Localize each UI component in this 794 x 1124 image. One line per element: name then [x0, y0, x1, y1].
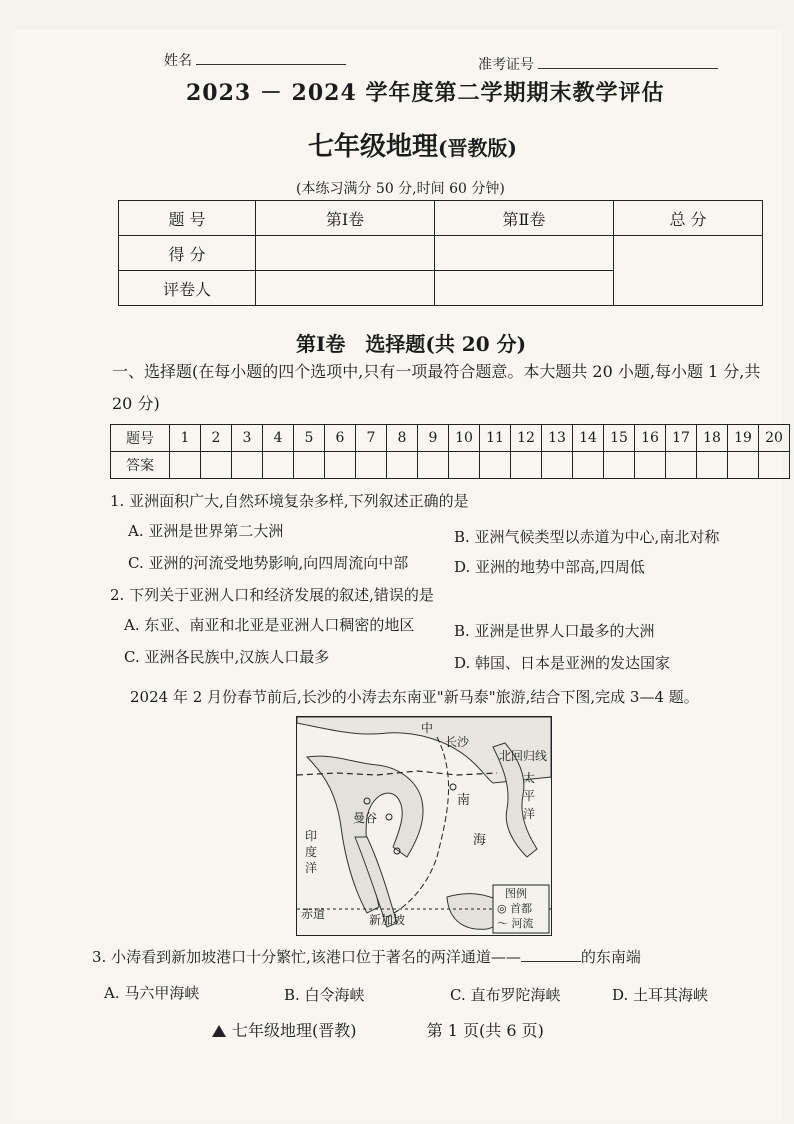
answer-cell[interactable] [542, 452, 573, 479]
answer-grid-number: 8 [387, 425, 418, 452]
grader-cell[interactable] [435, 271, 614, 306]
answer-cell[interactable] [232, 452, 263, 479]
answer-grid-number: 3 [232, 425, 263, 452]
answer-grid-number: 19 [728, 425, 759, 452]
answer-grid-number: 20 [759, 425, 790, 452]
intro-q3-4: 2024 年 2 月份春节前后,长沙的小涛去东南亚"新马泰"旅游,结合下图,完成 3—4 题。 [130, 688, 699, 706]
q1-option-c[interactable]: C. 亚洲的河流受地势影响,向四周流向中部 [128, 554, 409, 572]
map-label-equator: 赤道 [301, 907, 326, 921]
map-label-china: 中 [421, 721, 434, 735]
exam-id-blank[interactable] [538, 56, 718, 69]
answer-grid [110, 424, 790, 479]
exam-id-field [478, 54, 718, 74]
section-instruction: 一、选择题(在每小题的四个选项中,只有一项最符合题意。本大题共 20 小题,每小题 1 分,共 20 分) [112, 362, 761, 413]
exam-id-label: 准考证号 [478, 57, 534, 73]
score-row-header: 得 分 [119, 236, 256, 271]
q3-option-b[interactable]: B. 白令海峡 [284, 986, 365, 1004]
q3-option-d[interactable]: D. 土耳其海峡 [612, 986, 709, 1004]
answer-cell[interactable] [573, 452, 604, 479]
answer-grid-row-label: 答案 [111, 452, 170, 479]
q2-option-d[interactable]: D. 韩国、日本是亚洲的发达国家 [454, 654, 671, 672]
answer-grid-number: 17 [666, 425, 697, 452]
answer-grid-number: 18 [697, 425, 728, 452]
score-row-header: 评卷人 [119, 271, 256, 306]
map-label-singapore: 新加坡 [369, 913, 406, 927]
map-label-pacific-1: 太 [523, 771, 536, 785]
q2-option-a[interactable]: A. 东亚、南亚和北亚是亚洲人口稠密的地区 [124, 616, 415, 634]
answer-grid-number: 9 [418, 425, 449, 452]
answer-cell[interactable] [449, 452, 480, 479]
q3-option-a[interactable]: A. 马六甲海峡 [104, 984, 200, 1002]
map-label-changsha: 长沙 [445, 735, 470, 749]
answer-grid-number: 2 [201, 425, 232, 452]
answer-cell[interactable] [294, 452, 325, 479]
map-label-tropic: 北回归线 [499, 749, 548, 763]
footer-subject: 七年级地理(晋教) [232, 1021, 357, 1040]
answer-cell[interactable] [201, 452, 232, 479]
answer-grid-number: 1 [170, 425, 201, 452]
score-col-header: 第Ⅰ卷 [256, 201, 435, 236]
answer-cell[interactable] [604, 452, 635, 479]
warning-triangle-icon [212, 1025, 226, 1037]
map-legend-river: ～ 河流 [497, 917, 534, 930]
grader-cell[interactable] [256, 271, 435, 306]
question-3-stem [92, 946, 641, 967]
score-table [118, 200, 763, 306]
answer-grid-row-label: 题号 [111, 425, 170, 452]
score-col-header: 总 分 [614, 201, 763, 236]
q2-option-c[interactable]: C. 亚洲各民族中,汉族人口最多 [124, 648, 330, 666]
question-1-stem: 1. 亚洲面积广大,自然环境复杂多样,下列叙述正确的是 [110, 492, 469, 510]
answer-grid-number: 16 [635, 425, 666, 452]
answer-grid-number: 12 [511, 425, 542, 452]
q1-option-b[interactable]: B. 亚洲气候类型以赤道为中心,南北对称 [454, 528, 720, 546]
answer-cell[interactable] [387, 452, 418, 479]
q1-option-d[interactable]: D. 亚洲的地势中部高,四周低 [454, 558, 645, 576]
q2-option-b[interactable]: B. 亚洲是世界人口最多的大洲 [454, 622, 655, 640]
exam-title: 2023 － 2024 学年度第二学期期末教学评估 [186, 80, 665, 106]
score-cell[interactable] [435, 236, 614, 271]
answer-cell[interactable] [418, 452, 449, 479]
map-legend-title: 图例 [505, 887, 527, 900]
answer-grid-number: 5 [294, 425, 325, 452]
answer-cell[interactable] [170, 452, 201, 479]
answer-cell[interactable] [635, 452, 666, 479]
answer-grid-number: 14 [573, 425, 604, 452]
answer-grid-number: 7 [356, 425, 387, 452]
map-label-bangkok: 曼谷 [353, 811, 378, 825]
answer-cell[interactable] [697, 452, 728, 479]
map-legend-capital: ◎ 首都 [497, 902, 533, 915]
map-label-indian-3: 洋 [305, 861, 318, 875]
answer-cell[interactable] [728, 452, 759, 479]
total-score-cell[interactable] [614, 236, 763, 306]
map-label-indian-1: 印 [305, 829, 318, 843]
q1-option-a[interactable]: A. 亚洲是世界第二大洲 [128, 522, 284, 540]
footer-page: 第 1 页(共 6 页) [426, 1021, 544, 1040]
score-row-header: 题 号 [119, 201, 256, 236]
score-col-header: 第Ⅱ卷 [435, 201, 614, 236]
exam-note: (本练习满分 50 分,时间 60 分钟) [296, 181, 505, 197]
answer-grid-number: 15 [604, 425, 635, 452]
edition: (晋教版) [438, 136, 517, 160]
answer-cell[interactable] [480, 452, 511, 479]
answer-cell[interactable] [356, 452, 387, 479]
southeast-asia-map [296, 716, 552, 936]
q3-option-c[interactable]: C. 直布罗陀海峡 [450, 986, 561, 1004]
map-label-south-sea-1: 南 [457, 793, 471, 808]
answer-cell[interactable] [511, 452, 542, 479]
question-3-stem-text: 3. 小涛看到新加坡港口十分繁忙,该港口位于著名的两洋通道—— [92, 948, 521, 966]
question-3-stem-end: 的东南端 [580, 948, 641, 966]
map-label-pacific-3: 洋 [523, 807, 536, 821]
answer-cell[interactable] [263, 452, 294, 479]
answer-grid-number: 13 [542, 425, 573, 452]
subject-title [308, 126, 517, 163]
question-2-stem: 2. 下列关于亚洲人口和经济发展的叙述,错误的是 [110, 586, 434, 604]
answer-grid-number: 4 [263, 425, 294, 452]
answer-cell[interactable] [325, 452, 356, 479]
subject-name: 七年级地理 [308, 132, 439, 162]
name-blank[interactable] [196, 52, 346, 65]
answer-grid-number: 6 [325, 425, 356, 452]
map-label-pacific-2: 平 [523, 789, 536, 803]
footer [212, 1018, 544, 1041]
map-label-south-sea-2: 海 [473, 833, 487, 848]
name-field [164, 50, 346, 70]
q3-blank[interactable] [521, 949, 581, 962]
section-title: 第Ⅰ卷 选择题(共 20 分) [296, 332, 527, 356]
answer-grid-number: 11 [480, 425, 511, 452]
name-label: 姓名 [164, 53, 192, 69]
answer-cell[interactable] [759, 452, 790, 479]
score-cell[interactable] [256, 236, 435, 271]
answer-grid-number: 10 [449, 425, 480, 452]
map-label-indian-2: 度 [305, 845, 318, 859]
answer-cell[interactable] [666, 452, 697, 479]
